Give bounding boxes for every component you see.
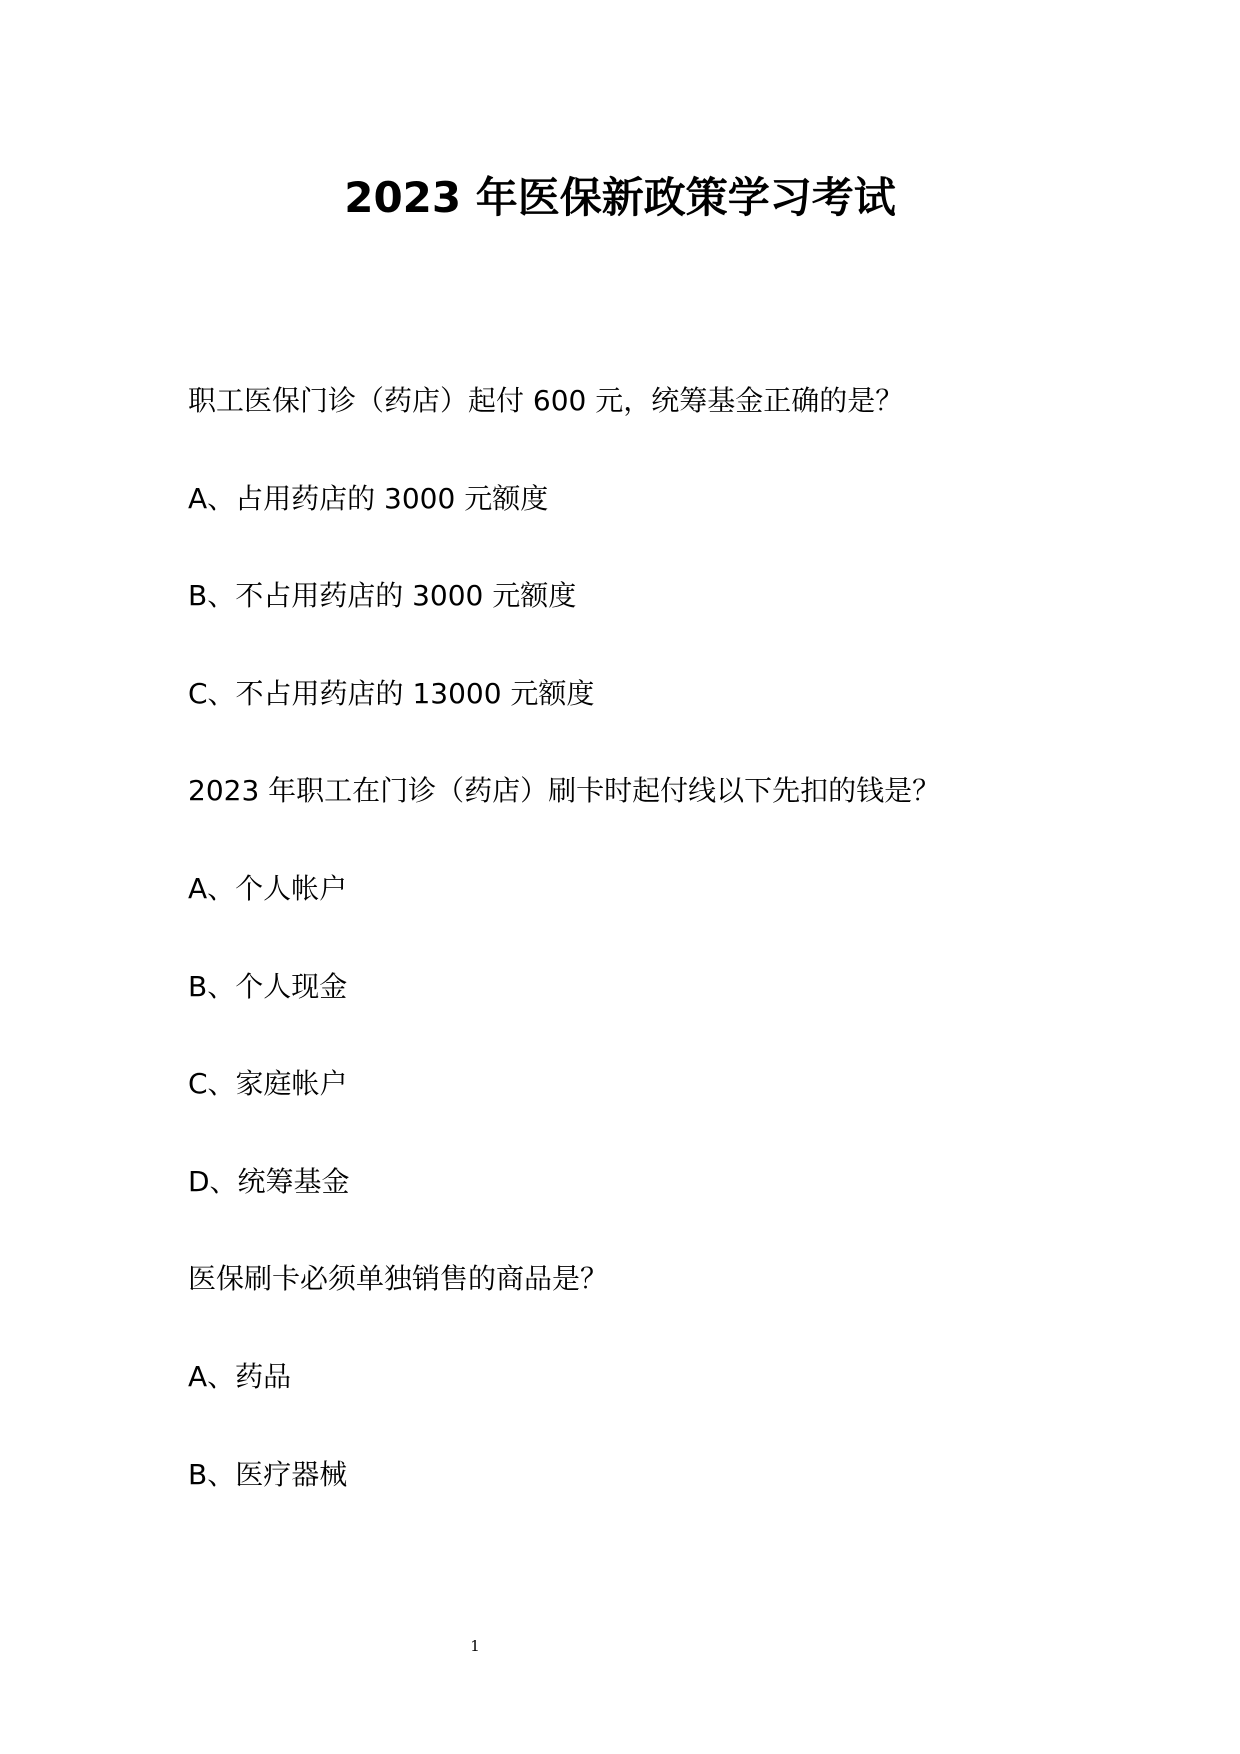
question-2-option-d: D、统筹基金 <box>188 1164 350 1198</box>
question-2: 2023 年职工在门诊（药店）刷卡时起付线以下先扣的钱是？ <box>188 774 941 808</box>
page-title: 2023 年医保新政策学习考试 <box>344 173 896 222</box>
question-3-option-a: A、药品 <box>188 1359 292 1393</box>
question-2-option-a: A、个人帐户 <box>188 871 348 905</box>
question-1-option-b: B、不占用药店的 3000 元额度 <box>188 579 577 613</box>
question-1: 职工医保门诊（药店）起付 600 元，统筹基金正确的是？ <box>188 384 904 417</box>
question-3: 医保刷卡必须单独销售的商品是？ <box>188 1262 609 1296</box>
question-3-option-b: B、医疗器械 <box>188 1457 348 1491</box>
question-2-option-b: B、个人现金 <box>188 969 348 1003</box>
page-number: 1 <box>470 1637 480 1655</box>
question-1-option-c: C、不占用药店的 13000 元额度 <box>188 676 595 710</box>
document-body <box>188 381 1188 1552</box>
question-2-option-c: C、家庭帐户 <box>188 1067 348 1101</box>
question-1-option-a: A、占用药店的 3000 元额度 <box>188 481 549 515</box>
